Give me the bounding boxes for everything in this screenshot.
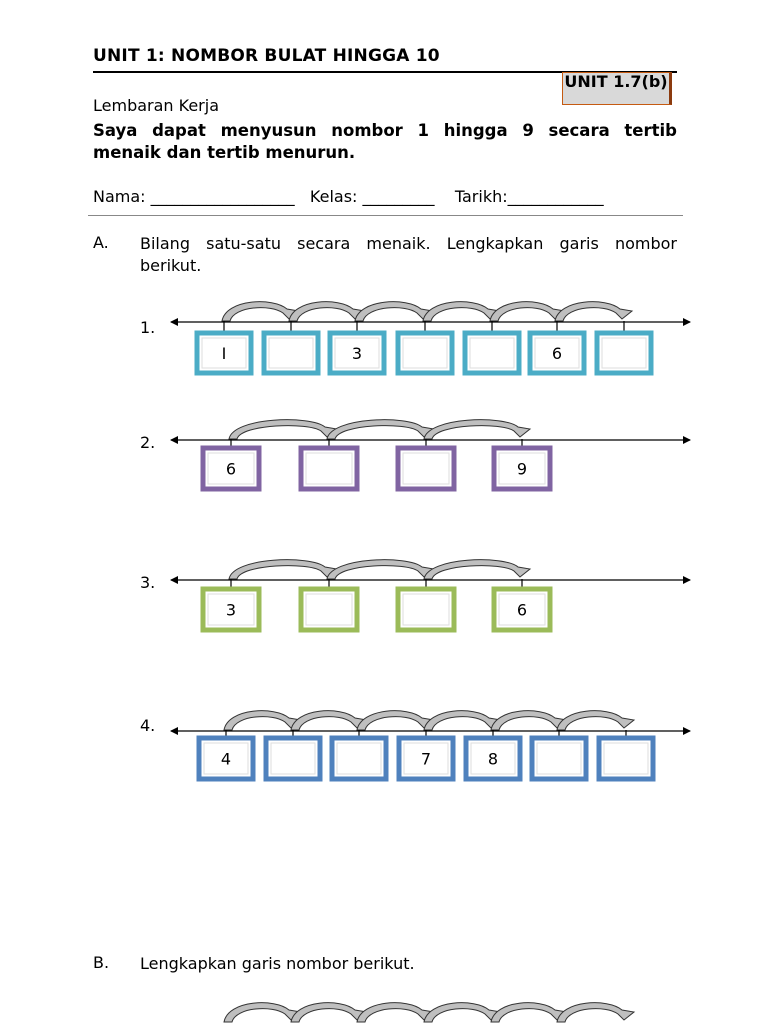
- hop-arrow-3-3: [424, 560, 530, 579]
- hop-arrow-5-4: [424, 1003, 501, 1022]
- hop-arrow-1-1: [222, 302, 299, 321]
- hop-arrow-5-6: [557, 1003, 634, 1022]
- answer-box-empty[interactable]: [532, 738, 586, 779]
- tarikh-label: Tarikh:: [454, 187, 508, 206]
- hop-arrow-4-2: [291, 711, 367, 730]
- question-4-number: 4.: [140, 716, 156, 735]
- hop-arrow-4-3: [357, 711, 434, 730]
- hop-arrow-4-5: [491, 711, 567, 730]
- hop-arrow-1-6: [555, 302, 632, 321]
- hop-arrow-1-4: [423, 302, 500, 321]
- box-number: 6: [551, 344, 563, 363]
- hop-arrow-5-3: [357, 1003, 434, 1022]
- section-a-instruction: Bilang satu-satu secara menaik. Lengkapkan garis nombor berikut.: [140, 234, 677, 275]
- box-number: 4: [220, 749, 232, 769]
- hop-arrow-2-2: [327, 420, 434, 439]
- answer-box-empty[interactable]: [301, 589, 357, 630]
- number-line-question-2: [171, 420, 690, 489]
- nama-label: Nama:: [93, 187, 146, 206]
- box-number: 9: [516, 459, 528, 479]
- hop-arrow-2-1: [229, 420, 337, 439]
- number-line-section-b: [224, 1003, 634, 1022]
- answer-box-empty[interactable]: [398, 589, 454, 630]
- unit-badge: UNIT 1.7(b): [562, 72, 672, 105]
- answer-box-empty[interactable]: [599, 738, 653, 779]
- box-number: 7: [420, 749, 432, 769]
- section-b-letter: B.: [93, 953, 110, 972]
- hop-arrow-5-1: [224, 1003, 301, 1022]
- question-1-number: 1.: [140, 318, 156, 337]
- tarikh-field[interactable]: ____________: [507, 187, 604, 206]
- box-number: 8: [487, 749, 499, 769]
- hop-arrow-2-3: [424, 420, 530, 439]
- question-2-number: 2.: [140, 433, 156, 452]
- box-number: 3: [225, 600, 237, 620]
- hop-arrow-4-4: [424, 711, 501, 730]
- answer-box-empty[interactable]: [266, 738, 320, 779]
- unit-title: UNIT 1: NOMBOR BULAT HINGGA 10: [93, 46, 440, 66]
- learning-objective: Saya dapat menyusun nombor 1 hingga 9 secara tertib menaik dan tertib menurun.: [93, 121, 677, 162]
- kelas-label: Kelas:: [309, 187, 358, 206]
- answer-box-empty[interactable]: [264, 333, 318, 373]
- question-3-number: 3.: [140, 573, 156, 592]
- box-number: I: [221, 344, 227, 363]
- number-line-question-1: [171, 302, 690, 373]
- answer-box-empty[interactable]: [597, 333, 651, 373]
- hop-arrow-1-2: [289, 302, 365, 321]
- answer-box-empty[interactable]: [301, 448, 357, 489]
- number-line-question-3: [171, 560, 690, 630]
- worksheet-label: Lembaran Kerja: [93, 96, 219, 115]
- hop-arrow-4-1: [224, 711, 301, 730]
- section-b-instruction: Lengkapkan garis nombor berikut.: [140, 954, 415, 973]
- hop-arrow-1-3: [355, 302, 433, 321]
- section-a-letter: A.: [93, 233, 109, 252]
- hop-arrow-5-5: [491, 1003, 567, 1022]
- kelas-field[interactable]: _________: [362, 187, 435, 206]
- box-number: 6: [225, 459, 237, 479]
- hop-arrow-1-5: [490, 302, 565, 321]
- nama-field[interactable]: __________________: [150, 187, 295, 206]
- hop-arrow-4-6: [557, 711, 634, 730]
- answer-box-empty[interactable]: [465, 333, 519, 373]
- hop-arrow-5-2: [291, 1003, 367, 1022]
- number-line-question-4: [171, 711, 690, 779]
- box-number: 6: [516, 600, 528, 620]
- hop-arrow-3-2: [327, 560, 434, 579]
- box-number: 3: [351, 344, 363, 363]
- hop-arrow-3-1: [229, 560, 337, 579]
- answer-box-empty[interactable]: [398, 448, 454, 489]
- answer-box-empty[interactable]: [398, 333, 452, 373]
- answer-box-empty[interactable]: [332, 738, 386, 779]
